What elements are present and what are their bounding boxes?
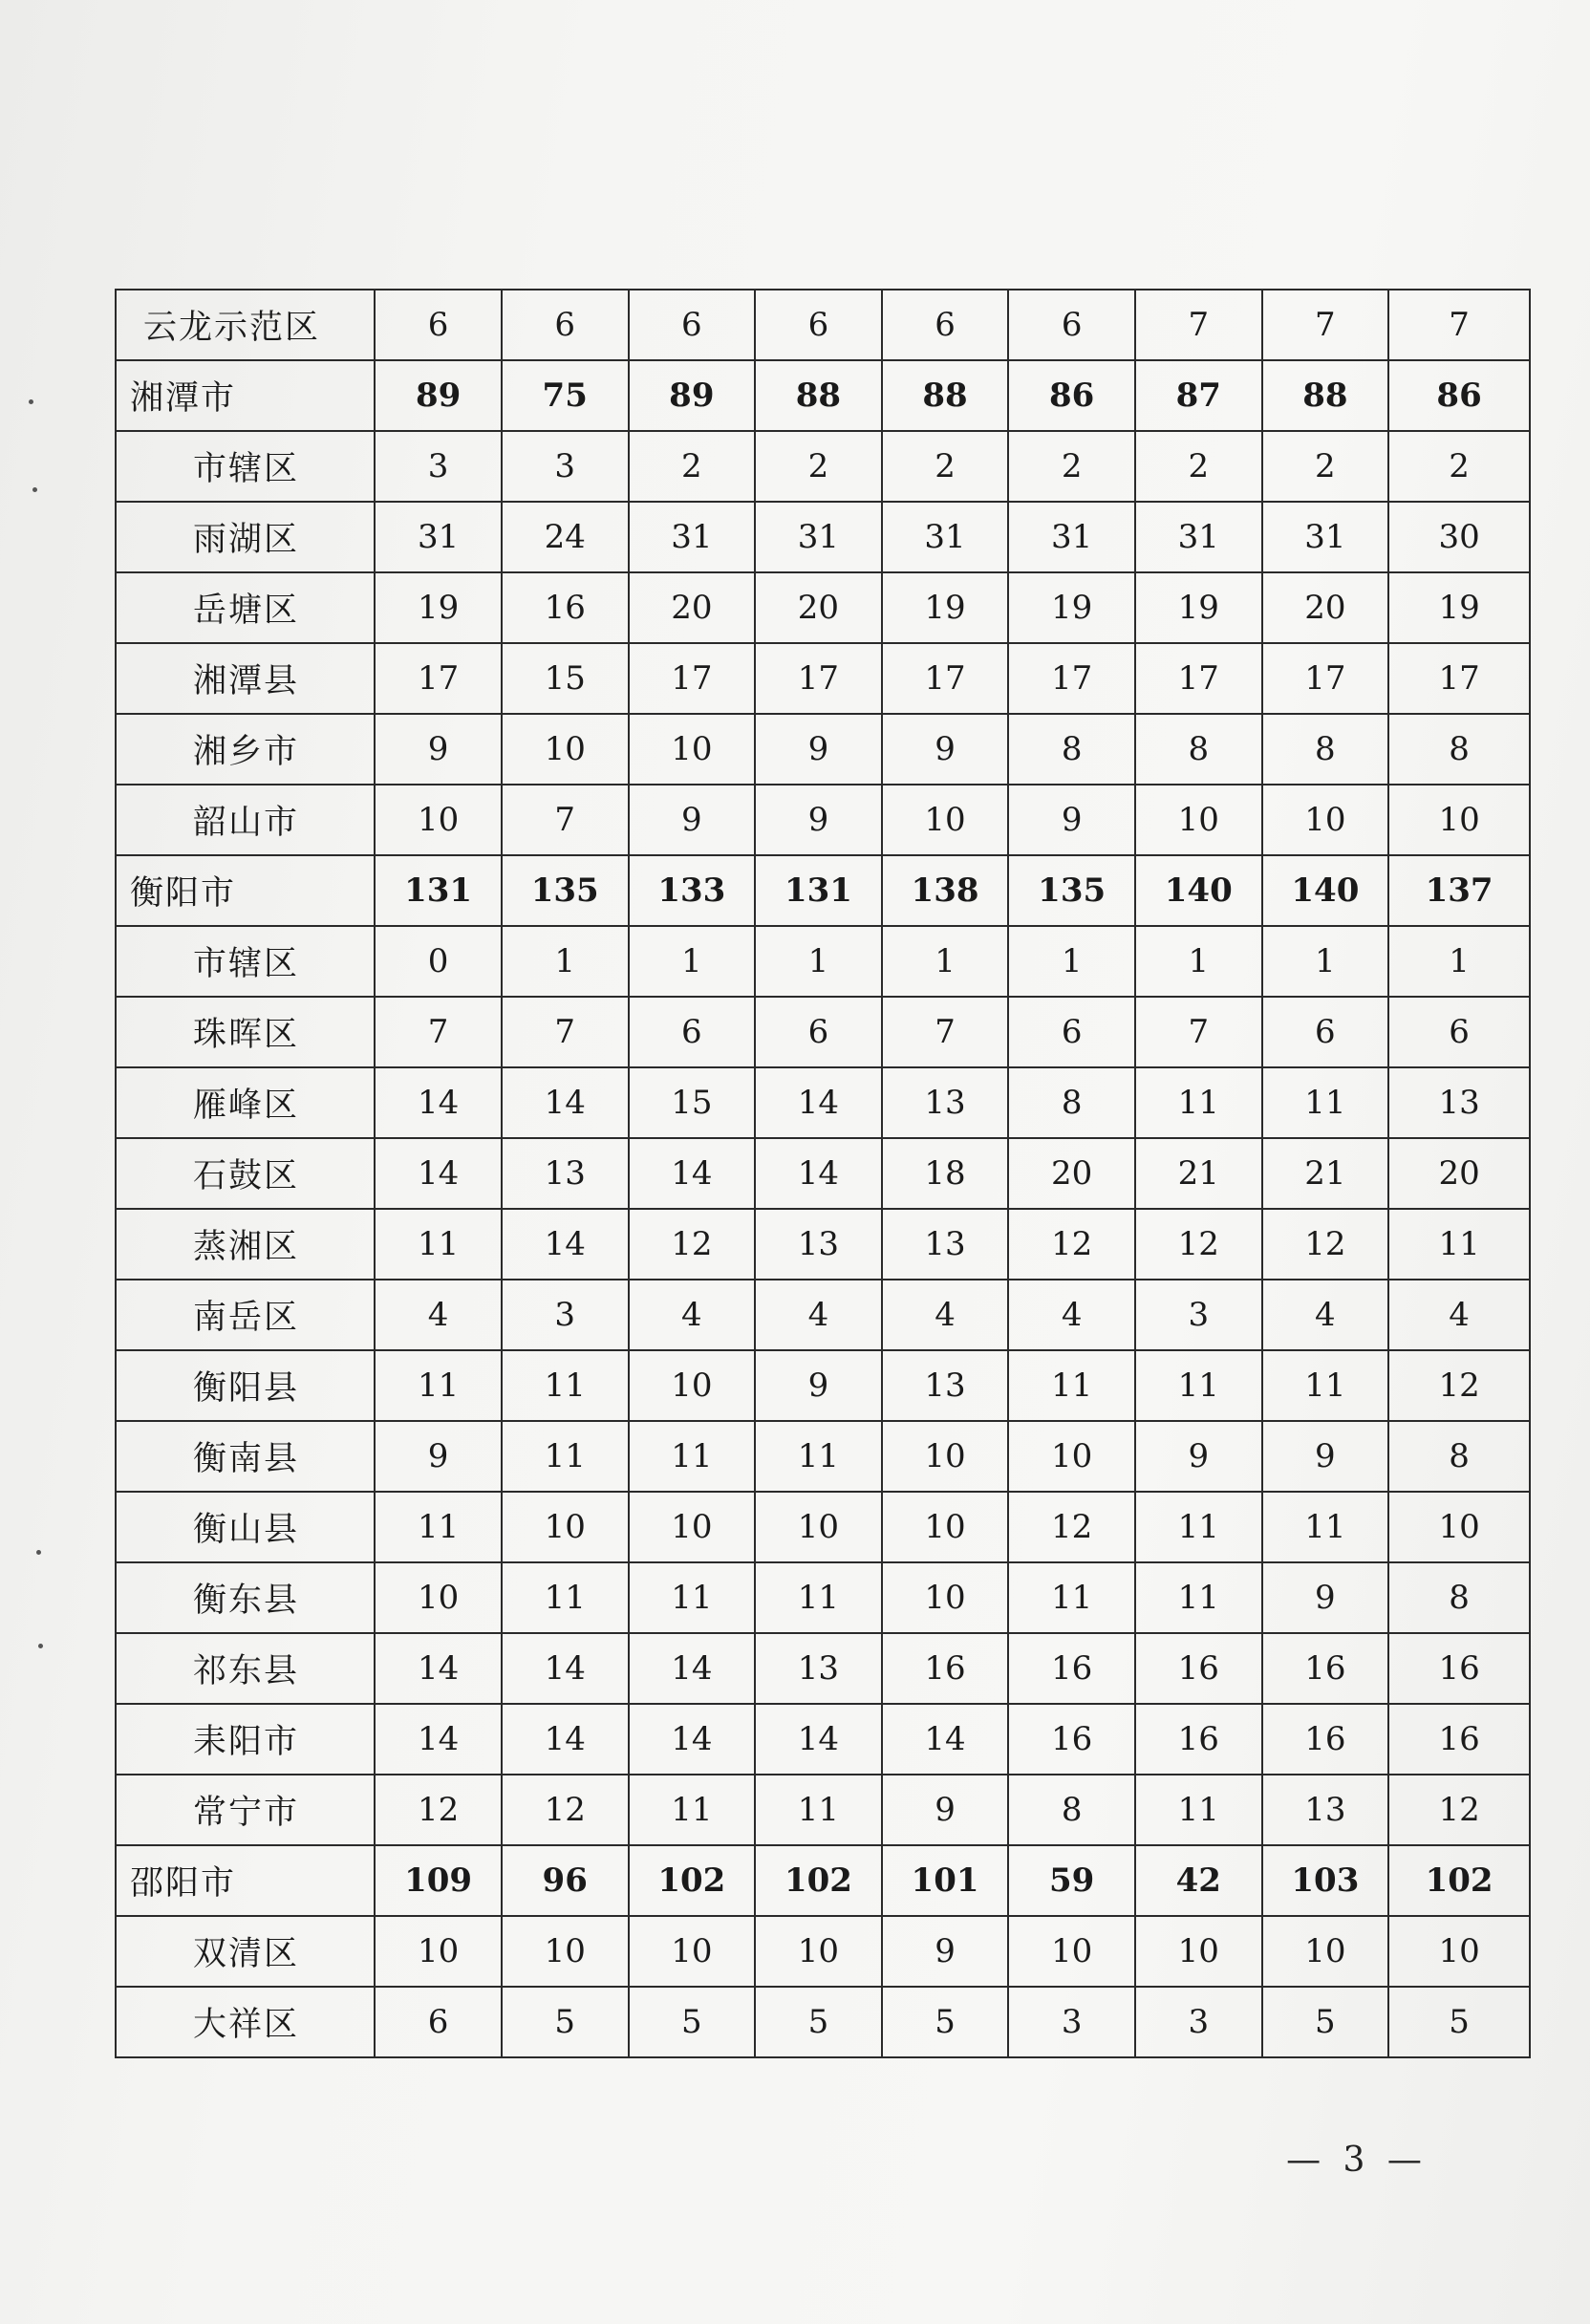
value-cell: 11 [1262,1067,1389,1138]
table-row [116,1633,1530,1704]
value-cell: 11 [1135,1775,1262,1845]
value-cell: 9 [375,1421,502,1492]
value-cell: 5 [629,1987,756,2057]
value-cell: 4 [882,1280,1009,1350]
value-cell: 8 [1135,714,1262,785]
value-cell: 88 [755,360,882,431]
value-cell: 11 [1008,1350,1135,1421]
value-cell: 1 [1388,926,1530,997]
region-name-cell: 双清区 [116,1916,375,1987]
table-row [116,290,1530,360]
value-cell: 10 [629,1916,756,1987]
value-cell: 6 [375,290,502,360]
region-name-cell: 雁峰区 [116,1067,375,1138]
value-cell: 14 [755,1138,882,1209]
value-cell: 7 [882,997,1009,1067]
value-cell: 10 [755,1492,882,1562]
value-cell: 4 [755,1280,882,1350]
value-cell: 16 [1135,1633,1262,1704]
value-cell: 10 [882,1492,1009,1562]
value-cell: 19 [375,572,502,643]
value-cell: 31 [629,502,756,572]
value-cell: 10 [375,785,502,855]
value-cell: 88 [1262,360,1389,431]
table-row [116,1775,1530,1845]
value-cell: 11 [1008,1562,1135,1633]
value-cell: 19 [1008,572,1135,643]
value-cell: 16 [1388,1633,1530,1704]
value-cell: 4 [1008,1280,1135,1350]
value-cell: 13 [502,1138,629,1209]
value-cell: 18 [882,1138,1009,1209]
value-cell: 59 [1008,1845,1135,1916]
table-row-city [116,1845,1530,1916]
value-cell: 11 [502,1562,629,1633]
value-cell: 14 [375,1138,502,1209]
value-cell: 101 [882,1845,1009,1916]
value-cell: 14 [502,1633,629,1704]
value-cell: 10 [882,1421,1009,1492]
value-cell: 16 [502,572,629,643]
value-cell: 6 [1262,997,1389,1067]
value-cell: 3 [1135,1280,1262,1350]
value-cell: 5 [755,1987,882,2057]
value-cell: 10 [629,1350,756,1421]
value-cell: 9 [755,785,882,855]
table-row [116,926,1530,997]
value-cell: 12 [375,1775,502,1845]
value-cell: 135 [502,855,629,926]
value-cell: 12 [1008,1492,1135,1562]
value-cell: 13 [755,1633,882,1704]
value-cell: 1 [755,926,882,997]
value-cell: 109 [375,1845,502,1916]
value-cell: 24 [502,502,629,572]
value-cell: 21 [1262,1138,1389,1209]
region-name-cell: 雨湖区 [116,502,375,572]
value-cell: 4 [1262,1280,1389,1350]
value-cell: 19 [882,572,1009,643]
value-cell: 12 [629,1209,756,1280]
value-cell: 5 [882,1987,1009,2057]
value-cell: 20 [629,572,756,643]
value-cell: 1 [1008,926,1135,997]
value-cell: 8 [1008,1067,1135,1138]
region-name-cell: 耒阳市 [116,1704,375,1775]
value-cell: 11 [502,1421,629,1492]
value-cell: 12 [1262,1209,1389,1280]
value-cell: 17 [882,643,1009,714]
region-name-cell: 韶山市 [116,785,375,855]
table-row [116,1209,1530,1280]
region-name-cell: 市辖区 [116,926,375,997]
table-row [116,1067,1530,1138]
value-cell: 1 [502,926,629,997]
value-cell: 3 [1135,1987,1262,2057]
value-cell: 14 [882,1704,1009,1775]
value-cell: 14 [375,1633,502,1704]
value-cell: 14 [375,1067,502,1138]
value-cell: 14 [502,1067,629,1138]
value-cell: 3 [502,431,629,502]
value-cell: 19 [1388,572,1530,643]
value-cell: 133 [629,855,756,926]
value-cell: 11 [755,1775,882,1845]
value-cell: 14 [755,1067,882,1138]
value-cell: 15 [629,1067,756,1138]
region-name-cell: 市辖区 [116,431,375,502]
value-cell: 13 [882,1209,1009,1280]
value-cell: 10 [502,1916,629,1987]
value-cell: 11 [375,1350,502,1421]
value-cell: 7 [375,997,502,1067]
region-name-cell: 衡阳市 [116,855,375,926]
value-cell: 13 [1388,1067,1530,1138]
value-cell: 17 [1262,643,1389,714]
table-row [116,1916,1530,1987]
value-cell: 16 [1135,1704,1262,1775]
region-name-cell: 蒸湘区 [116,1209,375,1280]
region-name-cell: 衡南县 [116,1421,375,1492]
region-name-cell: 湘潭县 [116,643,375,714]
value-cell: 9 [882,1916,1009,1987]
value-cell: 16 [1262,1633,1389,1704]
value-cell: 31 [1135,502,1262,572]
value-cell: 13 [882,1067,1009,1138]
value-cell: 140 [1262,855,1389,926]
value-cell: 89 [629,360,756,431]
value-cell: 11 [375,1492,502,1562]
value-cell: 16 [1008,1633,1135,1704]
value-cell: 2 [882,431,1009,502]
value-cell: 10 [502,1492,629,1562]
value-cell: 10 [1135,785,1262,855]
value-cell: 10 [882,1562,1009,1633]
table-row [116,643,1530,714]
region-name-cell: 石鼓区 [116,1138,375,1209]
value-cell: 10 [1388,1916,1530,1987]
value-cell: 17 [1008,643,1135,714]
value-cell: 17 [629,643,756,714]
value-cell: 10 [1388,785,1530,855]
value-cell: 8 [1008,1775,1135,1845]
value-cell: 14 [629,1138,756,1209]
margin-mark [38,1644,43,1648]
value-cell: 138 [882,855,1009,926]
table-row [116,1704,1530,1775]
value-cell: 1 [882,926,1009,997]
value-cell: 102 [755,1845,882,1916]
value-cell: 21 [1135,1138,1262,1209]
value-cell: 7 [1388,290,1530,360]
table-row [116,572,1530,643]
value-cell: 5 [1262,1987,1389,2057]
value-cell: 1 [1262,926,1389,997]
value-cell: 15 [502,643,629,714]
value-cell: 31 [882,502,1009,572]
value-cell: 8 [1262,714,1389,785]
table-row [116,997,1530,1067]
margin-mark [36,1550,41,1555]
margin-mark [32,487,37,492]
value-cell: 86 [1008,360,1135,431]
region-name-cell: 大祥区 [116,1987,375,2057]
value-cell: 14 [375,1704,502,1775]
value-cell: 7 [502,785,629,855]
value-cell: 20 [1008,1138,1135,1209]
table-row [116,1492,1530,1562]
value-cell: 6 [755,997,882,1067]
value-cell: 12 [1008,1209,1135,1280]
margin-mark [29,399,33,404]
page-number: — 3 — [1286,2141,1428,2180]
value-cell: 3 [502,1280,629,1350]
value-cell: 6 [375,1987,502,2057]
value-cell: 20 [1388,1138,1530,1209]
table-row-city [116,855,1530,926]
value-cell: 9 [1262,1421,1389,1492]
value-cell: 17 [1388,643,1530,714]
value-cell: 9 [755,714,882,785]
value-cell: 11 [375,1209,502,1280]
value-cell: 10 [629,714,756,785]
value-cell: 16 [1262,1704,1389,1775]
region-name-cell: 衡东县 [116,1562,375,1633]
region-name-cell: 邵阳市 [116,1845,375,1916]
value-cell: 10 [1262,1916,1389,1987]
value-cell: 103 [1262,1845,1389,1916]
value-cell: 10 [502,714,629,785]
value-cell: 4 [375,1280,502,1350]
table-row [116,1138,1530,1209]
value-cell: 8 [1388,714,1530,785]
value-cell: 2 [1388,431,1530,502]
value-cell: 9 [882,1775,1009,1845]
value-cell: 10 [1135,1916,1262,1987]
value-cell: 11 [502,1350,629,1421]
value-cell: 16 [882,1633,1009,1704]
value-cell: 8 [1008,714,1135,785]
region-name-cell: 衡山县 [116,1492,375,1562]
value-cell: 4 [629,1280,756,1350]
value-cell: 11 [1262,1350,1389,1421]
value-cell: 14 [755,1704,882,1775]
region-name-cell: 湘潭市 [116,360,375,431]
value-cell: 14 [629,1633,756,1704]
value-cell: 6 [1388,997,1530,1067]
value-cell: 1 [1135,926,1262,997]
value-cell: 13 [882,1350,1009,1421]
table-row [116,1280,1530,1350]
value-cell: 13 [1262,1775,1389,1845]
table-row [116,1987,1530,2057]
value-cell: 17 [1135,643,1262,714]
value-cell: 131 [755,855,882,926]
value-cell: 75 [502,360,629,431]
region-name-cell: 常宁市 [116,1775,375,1845]
value-cell: 9 [1135,1421,1262,1492]
value-cell: 6 [1008,290,1135,360]
value-cell: 11 [755,1562,882,1633]
value-cell: 11 [1135,1067,1262,1138]
value-cell: 12 [502,1775,629,1845]
value-cell: 10 [882,785,1009,855]
value-cell: 88 [882,360,1009,431]
value-cell: 7 [1135,290,1262,360]
value-cell: 5 [502,1987,629,2057]
value-cell: 102 [629,1845,756,1916]
value-cell: 16 [1388,1704,1530,1775]
value-cell: 137 [1388,855,1530,926]
region-name-cell: 衡阳县 [116,1350,375,1421]
value-cell: 7 [1135,997,1262,1067]
value-cell: 10 [1388,1492,1530,1562]
value-cell: 42 [1135,1845,1262,1916]
value-cell: 2 [755,431,882,502]
value-cell: 10 [629,1492,756,1562]
value-cell: 6 [755,290,882,360]
value-cell: 20 [755,572,882,643]
value-cell: 19 [1135,572,1262,643]
value-cell: 17 [375,643,502,714]
value-cell: 9 [1262,1562,1389,1633]
value-cell: 11 [1135,1492,1262,1562]
table-row [116,502,1530,572]
value-cell: 131 [375,855,502,926]
value-cell: 12 [1388,1775,1530,1845]
value-cell: 2 [629,431,756,502]
value-cell: 86 [1388,360,1530,431]
value-cell: 16 [1008,1704,1135,1775]
value-cell: 12 [1135,1209,1262,1280]
value-cell: 2 [1008,431,1135,502]
value-cell: 140 [1135,855,1262,926]
value-cell: 7 [502,997,629,1067]
value-cell: 0 [375,926,502,997]
value-cell: 31 [375,502,502,572]
table-row [116,785,1530,855]
value-cell: 11 [629,1421,756,1492]
value-cell: 11 [1135,1350,1262,1421]
region-name-cell: 南岳区 [116,1280,375,1350]
value-cell: 10 [755,1916,882,1987]
value-cell: 10 [375,1916,502,1987]
value-cell: 31 [1262,502,1389,572]
region-name-cell: 祁东县 [116,1633,375,1704]
value-cell: 135 [1008,855,1135,926]
value-cell: 6 [1008,997,1135,1067]
value-cell: 10 [1008,1421,1135,1492]
value-cell: 9 [1008,785,1135,855]
value-cell: 9 [375,714,502,785]
value-cell: 96 [502,1845,629,1916]
region-name-cell: 湘乡市 [116,714,375,785]
value-cell: 12 [1388,1350,1530,1421]
value-cell: 11 [1135,1562,1262,1633]
value-cell: 10 [1008,1916,1135,1987]
value-cell: 6 [882,290,1009,360]
table-row [116,431,1530,502]
value-cell: 14 [502,1704,629,1775]
value-cell: 11 [629,1775,756,1845]
value-cell: 11 [629,1562,756,1633]
value-cell: 11 [1388,1209,1530,1280]
value-cell: 4 [1388,1280,1530,1350]
value-cell: 14 [629,1704,756,1775]
value-cell: 9 [629,785,756,855]
value-cell: 6 [502,290,629,360]
table-row [116,1421,1530,1492]
statistics-table [115,289,1531,2058]
value-cell: 31 [755,502,882,572]
value-cell: 6 [629,997,756,1067]
value-cell: 6 [629,290,756,360]
table-row [116,1562,1530,1633]
value-cell: 9 [882,714,1009,785]
value-cell: 7 [1262,290,1389,360]
value-cell: 89 [375,360,502,431]
region-name-cell: 岳塘区 [116,572,375,643]
value-cell: 20 [1262,572,1389,643]
table-row [116,714,1530,785]
value-cell: 9 [755,1350,882,1421]
value-cell: 11 [755,1421,882,1492]
value-cell: 87 [1135,360,1262,431]
value-cell: 11 [1262,1492,1389,1562]
value-cell: 8 [1388,1562,1530,1633]
value-cell: 31 [1008,502,1135,572]
value-cell: 30 [1388,502,1530,572]
table-row-city [116,360,1530,431]
value-cell: 10 [375,1562,502,1633]
value-cell: 13 [755,1209,882,1280]
value-cell: 3 [1008,1987,1135,2057]
value-cell: 3 [375,431,502,502]
value-cell: 102 [1388,1845,1530,1916]
value-cell: 2 [1262,431,1389,502]
value-cell: 14 [502,1209,629,1280]
table-row [116,1350,1530,1421]
value-cell: 5 [1388,1987,1530,2057]
value-cell: 17 [755,643,882,714]
region-name-cell: 云龙示范区 [116,290,375,360]
table-body [116,290,1530,2057]
value-cell: 1 [629,926,756,997]
value-cell: 2 [1135,431,1262,502]
region-name-cell: 珠晖区 [116,997,375,1067]
value-cell: 8 [1388,1421,1530,1492]
value-cell: 10 [1262,785,1389,855]
